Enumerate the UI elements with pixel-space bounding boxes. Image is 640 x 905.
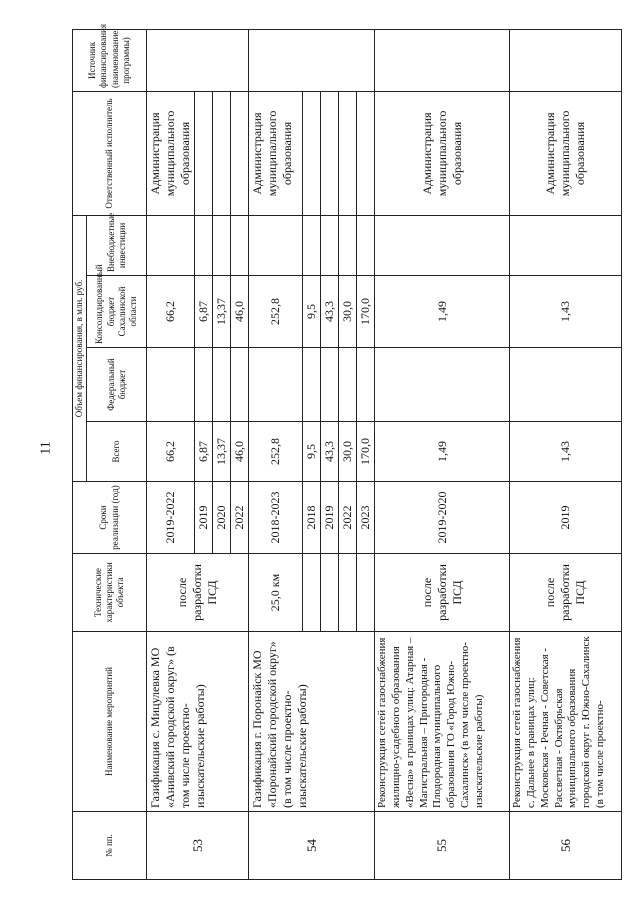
row-total: 43,3 [321,422,339,482]
row-consolidated: 170,0 [357,276,375,348]
header-executor: Ответственный исполнитель [73,91,147,215]
row-federal [375,348,510,422]
row-total: 30,0 [339,422,357,482]
row-num: 56 [510,812,622,880]
row-executor: Администрация муниципального образования [249,91,303,215]
header-source: Источник финансирования (наименование программы) [73,29,147,91]
row-executor: Администрация муниципального образования [375,91,510,215]
row-total: 1,43 [510,422,622,482]
header-federal: Федеральный бюджет [87,348,147,422]
row-num: 55 [375,812,510,880]
row-total: 13,37 [213,422,231,482]
row-total: 46,0 [231,422,249,482]
row-executor: Администрация муниципального образования [147,91,195,215]
header-period: Сроки реализации (год) [73,482,147,554]
row-offbudget [510,215,622,275]
row-consolidated: 1,49 [375,276,510,348]
row-total: 170,0 [357,422,375,482]
row-name: Реконструкция сетей газоснабжения с. Дальнее в границах улиц: Московская - Речная - Советская - Рассветная - Октябрьская муниципального образования городской округ г. Южно-Сахалинск (в том числе проектно- [510,632,622,812]
document-table-rotated [72,23,622,880]
row-executor: Администрация муниципального образования [510,91,622,215]
row-period: 2019 [195,482,213,554]
table-row [147,29,195,879]
row-source [510,29,622,91]
row-period: 2022 [339,482,357,554]
row-consolidated: 43,3 [321,276,339,348]
header-funding: Объем финансирования, в млн. руб. [73,215,87,481]
row-period: 2019-2022 [147,482,195,554]
row-federal [147,348,195,422]
row-total: 9,5 [303,422,321,482]
table-row [249,29,303,879]
row-consolidated: 1,43 [510,276,622,348]
row-total: 66,2 [147,422,195,482]
row-total: 6,87 [195,422,213,482]
header-offbudget: Внебюджетные инвестиции [87,215,147,275]
table-row [510,29,622,879]
row-period: 2022 [231,482,249,554]
row-name: Газификация г. Поронайск МО «Поронайский городской округ» (в том числе проектно-изыскательские работы) [249,632,375,812]
header-num: № пп. [73,812,147,880]
row-consolidated: 6,87 [195,276,213,348]
row-source [375,29,510,91]
row-name: Реконструкция сетей газоснабжения жилищно-усадебного образования «Весна» в границах улиц: Атарная – Магистральная – Пригородная - Плодородная муниципального образования ГО «Город Южно-Сахалинск» (в том числе проектно-изыскательские работы) [375,632,510,812]
row-period: 2023 [357,482,375,554]
row-consolidated: 66,2 [147,276,195,348]
row-tech: после разработки ПСД [147,554,249,632]
row-period: 2019 [510,482,622,554]
row-num: 53 [147,812,249,880]
row-offbudget [147,215,195,275]
row-num: 54 [249,812,375,880]
header-total: Всего [87,422,147,482]
row-federal [249,348,303,422]
row-consolidated: 46,0 [231,276,249,348]
row-offbudget [375,215,510,275]
row-consolidated: 13,37 [213,276,231,348]
row-period: 2019 [321,482,339,554]
row-tech: после разработки ПСД [510,554,622,632]
row-period: 2019-2020 [375,482,510,554]
row-total: 252,8 [249,422,303,482]
row-period: 2018 [303,482,321,554]
page-number: 11 [38,441,54,455]
row-period: 2020 [213,482,231,554]
row-tech: после разработки ПСД [375,554,510,632]
header-consolidated: Консолидированный бюджет Сахалинской области [87,276,147,348]
row-consolidated: 9,5 [303,276,321,348]
row-source [249,29,375,91]
row-tech: 25,0 км [249,554,303,632]
row-offbudget [249,215,303,275]
row-period: 2018-2023 [249,482,303,554]
table-row [375,29,510,879]
row-name: Газификация с. Мицулевка МО «Анивский городской округ» (в том числе проектно-изыскательские работы) [147,632,249,812]
header-tech: Технические характеристики объекта [73,554,147,632]
row-consolidated: 30,0 [339,276,357,348]
row-source [147,29,249,91]
row-consolidated: 252,8 [249,276,303,348]
header-name: Наименование мероприятий [73,632,147,812]
row-federal [510,348,622,422]
funding-table [72,23,622,880]
row-total: 1,49 [375,422,510,482]
